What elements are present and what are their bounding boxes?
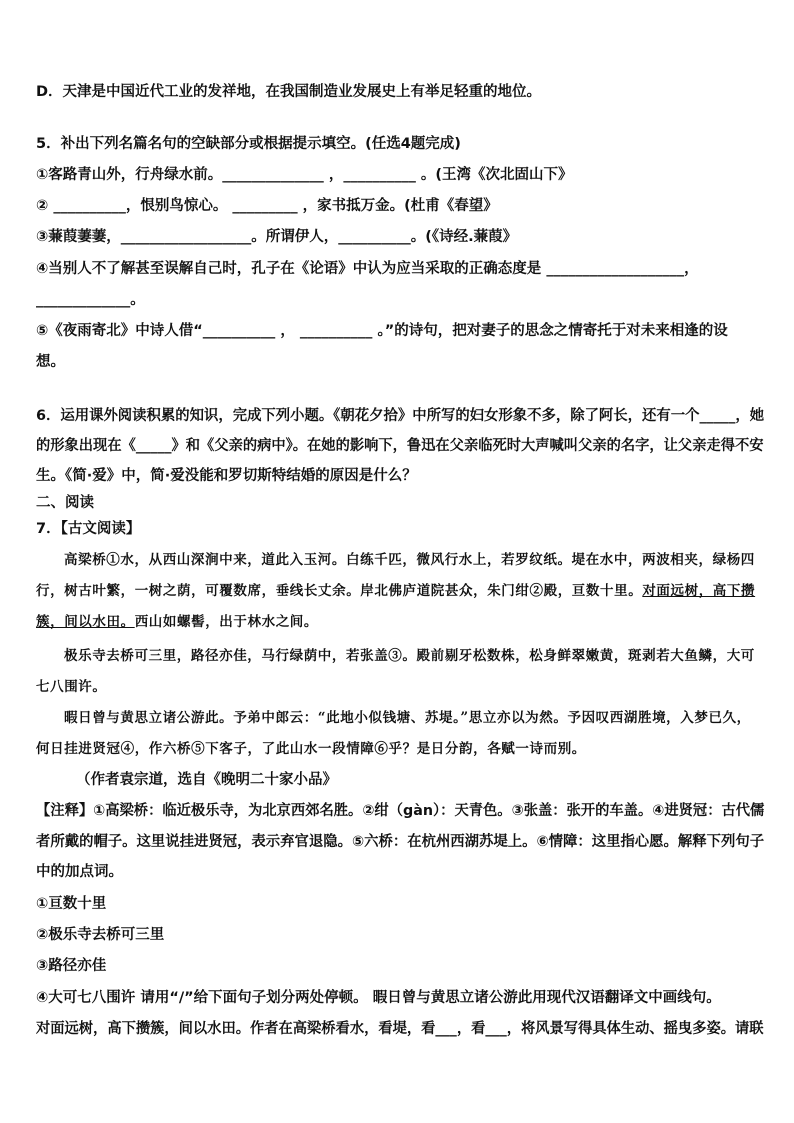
sub-question-4-cont: 对面远树，高下攒簇，间以水田。作者在高梁桥看水，看堤，看___，看___，将风景写得具体生动、摇曳多姿。请联 [36,1021,764,1037]
notes-line-2: 者所戴的帽子。这里说挂进贤冠，表示弃官退隐。⑤六桥：在杭州西湖苏堤上。⑥情障：这里指心愿。解释下列句子 [36,834,765,850]
question-5-title: 5．补出下列名篇名句的空缺部分或根据提示填空。(任选4题完成) [36,136,461,152]
passage-source: （作者袁宗道，选自《晚明二十家小品》 [76,772,337,788]
question-5-item-5-cont: 想。 [36,354,65,370]
sub-question-3: ③路径亦佳 [36,958,107,974]
passage-para-1-line-2 [36,581,755,601]
question-7-title: 7．【古文阅读】 [36,521,141,537]
question-5-item-3: ③蒹葭萋萋，__________________。所谓伊人，__________。(《诗经.蒹葭》 [36,229,518,245]
question-6-line-1: 6．运用课外阅读积累的知识，完成下列小题。《朝花夕拾》中所写的妇女形象不多，除了阿长，还有一个_____，她 [36,408,765,424]
passage-para-2-line-2: 七八围许。 [36,679,107,695]
sub-question-4: ④大可七八围许 请用“/”给下面句子划分两处停顿。 暇日曾与黄思立诸公游此用现代汉语翻译文中画线句。 [36,990,721,1006]
question-6-line-2: 的形象出现在《_____》和《父亲的病中》。在她的影响下，鲁迅在父亲临死时大声喊叫父亲的名字，让父亲走得不安 [36,438,764,454]
question-5-item-4: ④当别人不了解甚至误解自己时，孔子在《论语》中认为应当采取的正确态度是 ___________________， [36,261,699,277]
passage-para-2-line-1: 极乐寺去桥可三里，路径亦佳，马行绿荫中，若张盖③。殿前剔牙松数株，松身鲜翠嫩黄，斑剥若大鱼鳞，大可 [64,648,755,664]
underlined-sentence-cont: 簇，间以水田。 [36,614,135,630]
question-5-item-4-cont: _____________。 [36,292,145,308]
question-5-item-2: ② __________，恨别鸟惊心。 _________ ，家书抵万金。(杜甫《春望》 [36,198,498,214]
passage-para-3-line-2: 何日挂进贤冠④，作六桥⑤下客子，了此山水一段情障⑥乎？是日分韵，各赋一诗而别。 [36,741,586,757]
underlined-sentence: 对面远树，高下攒 [642,583,756,599]
question-6-line-3: 生。《简·爱》中，简·爱没能和罗切斯特结婚的原因是什么？ [36,468,417,484]
passage-text: 行，树古叶繁，一树之荫，可覆数席，垂线长丈余。岸北佛庐道院甚众，朱门绀②殿，亘数十里。 [36,583,643,599]
sub-question-2: ②极乐寺去桥可三里 [36,927,165,943]
sub-question-1: ①亘数十里 [36,896,107,912]
passage-para-1-line-1: 高梁桥①水，从西山深涧中来，道此入玉河。白练千匹，微风行水上，若罗纹纸。堤在水中，两波相夹，绿杨四 [64,552,755,568]
notes-line-3: 中的加点词。 [36,864,123,880]
passage-para-3-line-1: 暇日曾与黄思立诸公游此。予弟中郎云：“此地小似钱塘、苏堤。”思立亦以为然。予因叹西湖胜境，入梦已久， [64,710,751,726]
question-5-item-5: ⑤《夜雨寄北》中诗人借“__________ ， __________ 。”的诗句，把对妻子的思念之情寄托于对未来相逢的设 [36,323,728,339]
passage-text: 西山如螺髻，出于林水之间。 [134,614,319,630]
option-d: D．天津是中国近代工业的发祥地，在我国制造业发展史上有举足轻重的地位。 [36,84,542,100]
question-5-item-1: ①客路青山外，行舟绿水前。______________ ，__________ 。(王湾《次北固山下》 [36,167,573,183]
passage-para-1-line-3 [36,612,318,632]
notes-line-1: 【注释】①高梁桥：临近极乐寺，为北京西郊名胜。②绀（gàn）：天青色。③张盖：张开的车盖。④进贤冠：古代儒 [36,803,765,819]
section-heading-reading: 二、阅读 [36,495,94,511]
